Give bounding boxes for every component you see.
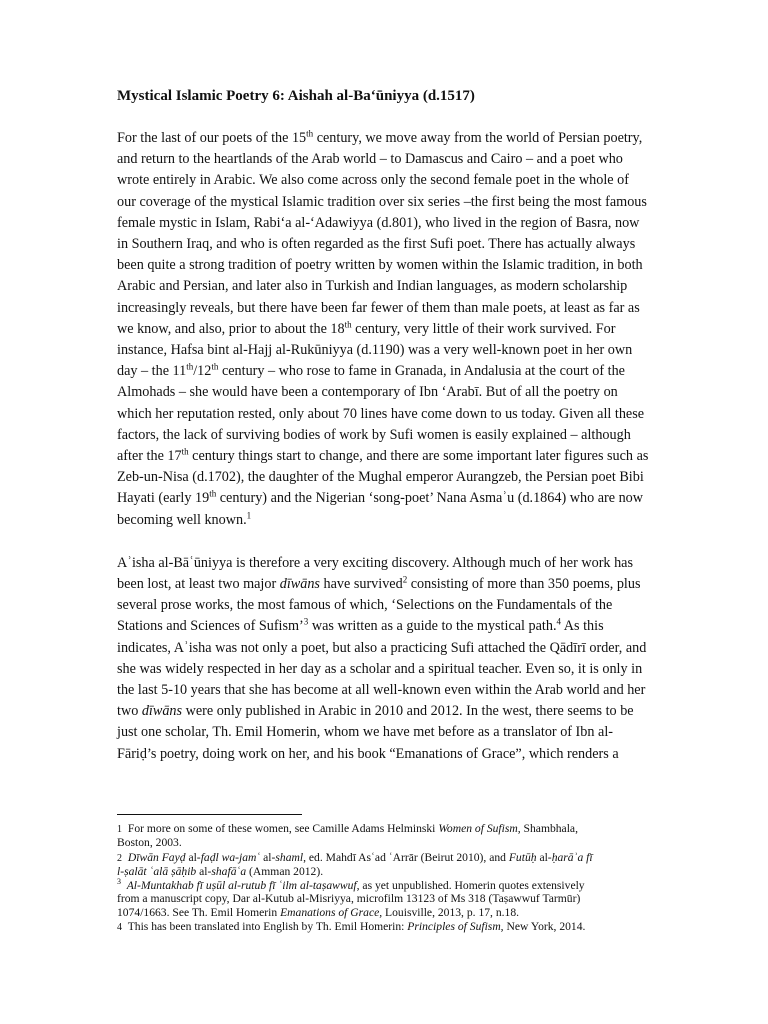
italic-text: dīwāns (279, 576, 320, 593)
text: becoming well known. (117, 511, 247, 528)
text-line: in Southern Iraq, and who is often regarded as the first Sufi poet. There has actually always (117, 236, 636, 253)
text-line (117, 906, 677, 919)
text: were only published in Arabic in 2010 and 2012. In the west, there seems to be (182, 703, 634, 720)
text-line: Arabic and Persian, and later also in Turkish and Indian languages, as modern scholarship (117, 278, 628, 295)
superscript: th (181, 446, 189, 457)
text-line (117, 920, 677, 934)
italic-text: shafāʿa (211, 864, 247, 878)
text-line: indicates, Aʾisha was not only a poet, but also a practicing Sufi attached the Qādīrī order, and (117, 639, 647, 656)
text: New York, 2014. (503, 920, 586, 934)
text-line (117, 510, 657, 531)
text: consisting of more than 350 poems, plus (407, 576, 641, 593)
text-line: from a manuscript copy, Dar al-Kutub al-Misriyya, microfilm 13123 of Ms 318 (Taṣawwuf Tarmūr) (117, 892, 581, 906)
footnote-separator (117, 814, 302, 815)
italic-text: Women of Sufism, (438, 822, 521, 835)
text-line: Zeb-un-Nisa (d.1702), the daughter of the Mughal emperor Aurangzeb, the Persian poet Bibi (117, 469, 644, 486)
footnote-ref-1[interactable]: 1 (246, 509, 252, 520)
footnote-2 (117, 851, 677, 879)
text: This has been translated into English by Th. Emil Homerin: (125, 920, 408, 934)
text: as yet unpublished. Homerin quotes extensively (359, 879, 585, 893)
text: century) and the Nigerian ‘song-poet’ Nana Asmaʾu (d.1864) who are now (216, 490, 644, 507)
superscript: th (306, 128, 314, 139)
text: As this (561, 618, 604, 635)
text-line: and return to the heartlands of the Arab world – to Damascus and Cairo – and a poet who (117, 151, 623, 168)
footnotes (117, 822, 677, 935)
text-line: Fāriḍ’s poetry, doing work on her, and his book “Emanations of Grace”, which renders a (117, 745, 619, 762)
text-line (117, 361, 657, 382)
text: we know, and also, prior to about the 18 (117, 320, 345, 337)
italic-text: ḥarāʾa fī (551, 850, 593, 864)
text-line (117, 865, 677, 878)
text: two (117, 703, 142, 720)
text-line: several prose works, the most famous of which, ‘Selections on the Fundamentals of the (117, 597, 613, 614)
text-line: she was widely respected in her day as a scholar and a spiritual teacher. Even so, it is only in (117, 660, 643, 677)
text: al- (536, 850, 552, 864)
text-line (117, 128, 657, 149)
text: al- (260, 850, 276, 864)
text-line: Almohads – she would have been a contemporary of Ibn ‘Arabī. But of all the poetry on (117, 384, 618, 401)
text: /12 (193, 363, 212, 380)
italic-text: dīwāns (141, 703, 183, 720)
footnote-ref-2[interactable]: 2 (402, 574, 408, 585)
text-line (117, 879, 677, 892)
text-line: female mystic in Islam, Rabi‘a al-‘Adawiyya (d.801), who lived in the region of Basra, now (117, 214, 640, 231)
text: century – who rose to fame in Granada, in Andalusia at the court of the (218, 363, 625, 380)
text-line: which her reputation rested, only about 70 lines have come down to us today. Given all these (117, 405, 645, 422)
text-line (117, 616, 657, 637)
paragraph-2 (117, 553, 657, 765)
text-line (117, 446, 657, 467)
footnote-ref-4[interactable]: 4 (556, 616, 562, 627)
text: century, we move away from the world of Persian poetry, (313, 130, 643, 146)
text-line: instance, Hafsa bint al-Hajj al-Rukūniyya (d.1190) was a very well-known poet in her own (117, 342, 633, 359)
text: For more on some of these women, see Camille Adams Helminski (125, 822, 439, 835)
text: , ed. Mahdī Asʿad ʿArrār (Beirut 2010), and (303, 850, 509, 864)
text: was written as a guide to the mystical path. (308, 618, 557, 635)
text: Louisville, 2013, p. 17, n.18. (382, 905, 520, 919)
text-line: our coverage of the mystical Islamic tradition over six series –the first being the most famous (117, 193, 647, 210)
paragraph-1 (117, 128, 657, 531)
text: Stations and Sciences of Sufism’ (117, 618, 304, 635)
text: al- (185, 850, 201, 864)
italic-text: faḍl wa-jamʿ (200, 850, 261, 864)
footnote-1 (117, 822, 677, 850)
page-title: Mystical Islamic Poetry 6: Aishah al-Ba‘ūniyya (d.1517) (117, 88, 475, 104)
text: have survived (319, 576, 403, 593)
text: (Amman 2012). (246, 864, 324, 878)
text-line: increasingly reveals, but there have been far fewer of them than male poets, at least as far as (117, 299, 640, 316)
text-line: Aʾisha al-Bāʿūniyya is therefore a very exciting discovery. Although much of her work has (117, 554, 633, 571)
text-line: factors, the lack of surviving bodies of work by Sufi women is easily explained – although (117, 426, 631, 443)
italic-text: Dīwān Fayḍ (125, 850, 186, 864)
text-line (117, 488, 657, 509)
footnote-ref-3[interactable]: 3 (303, 616, 309, 627)
text: Hayati (early 19 (117, 490, 210, 507)
text-line (117, 319, 657, 340)
superscript: th (344, 319, 352, 330)
text-line: been quite a strong tradition of poetry written by women within the Islamic tradition, in both (117, 257, 643, 274)
italic-text: shaml (275, 850, 304, 864)
text-line: the last 5-10 years that she has become at all well-known even within the Arab world and her (117, 682, 646, 699)
text: day – the 11 (117, 363, 187, 380)
footnote-number: 3 (117, 877, 121, 887)
text: al- (196, 864, 212, 878)
text-line: wrote entirely in Arabic. We also come across only the second female poet in the whole of (117, 172, 629, 189)
text-line: just one scholar, Th. Emil Homerin, whom we have met before as a translator of Ibn al- (117, 724, 613, 741)
text: For the last of our poets of the 15 (117, 130, 307, 146)
superscript: th (211, 361, 219, 372)
italic-text: l-ṣalāt ʿalā ṣāḥib (117, 864, 197, 878)
italic-text: Al-Muntakhab fī uṣūl al-rutub fī ʿilm al-taṣawwuf, (124, 879, 360, 893)
italic-text: Principles of Sufism, (407, 920, 504, 934)
text: 1074/1663. See Th. Emil Homerin (117, 905, 281, 919)
italic-text: Emanations of Grace, (280, 905, 383, 919)
footnote-number: 4 (117, 922, 122, 934)
text: been lost, at least two major (117, 576, 280, 593)
text: Shambhala, (520, 822, 578, 835)
text-line (117, 851, 677, 865)
text-line (117, 574, 657, 595)
text: century, very little of their work survived. For (351, 320, 616, 337)
text-line (117, 822, 677, 836)
text-line (117, 701, 657, 722)
text: after the 17 (117, 448, 182, 465)
footnote-3 (117, 879, 677, 919)
footnote-4 (117, 920, 677, 934)
text-line: Boston, 2003. (117, 836, 182, 850)
text: century things start to change, and there are some important later figures such as (188, 448, 649, 465)
italic-text: Futūḥ (508, 850, 537, 864)
footnote-number: 2 (117, 852, 122, 864)
superscript: th (186, 361, 194, 372)
superscript: th (209, 488, 217, 499)
document-body (117, 86, 657, 787)
footnote-number: 1 (117, 824, 122, 835)
